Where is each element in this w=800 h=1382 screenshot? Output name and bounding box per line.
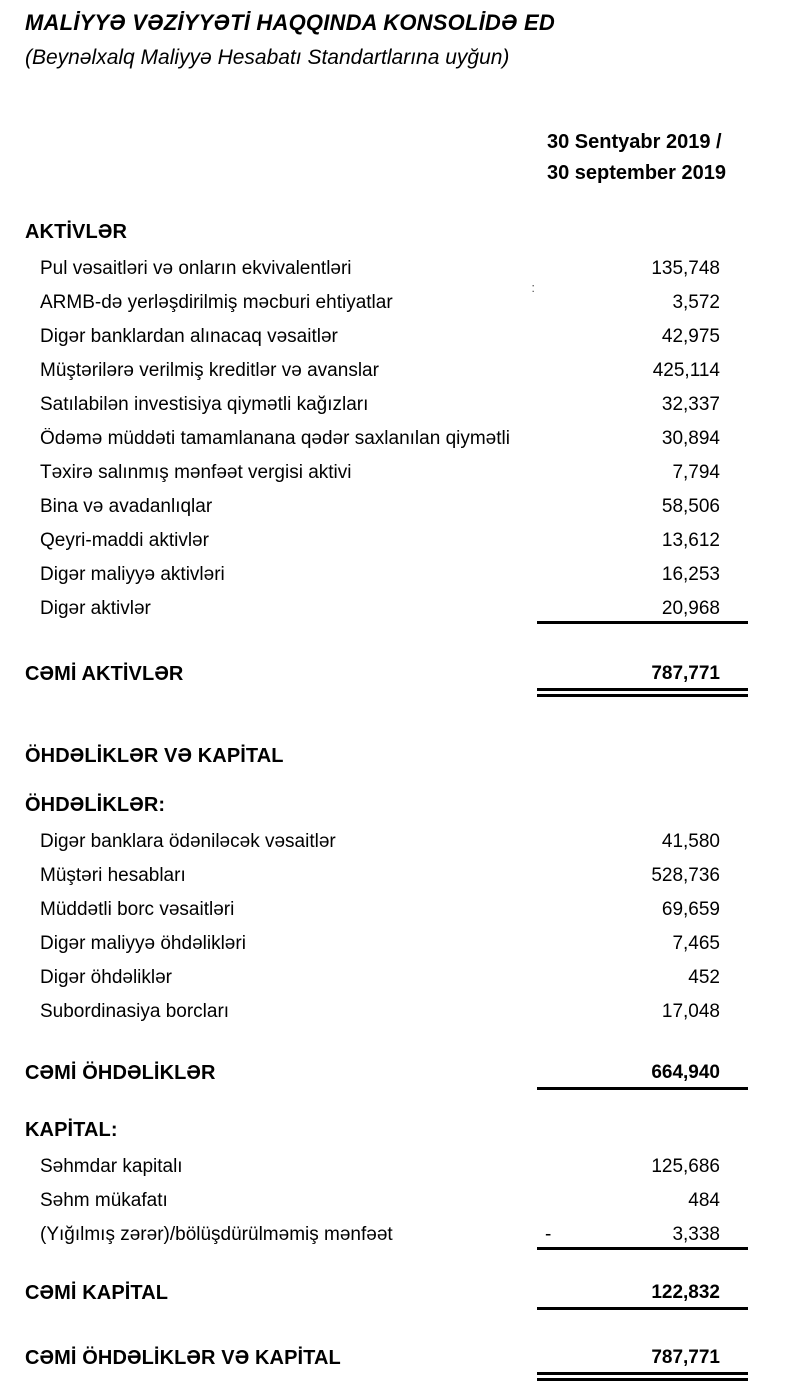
- statement-sections: [25, 218, 748, 1381]
- item-amount-value: 7,465: [672, 933, 720, 954]
- item-amount: [537, 394, 748, 416]
- line-item-row: [25, 320, 748, 354]
- line-item-row: [25, 558, 748, 592]
- section-heading: KAPİTAL:: [25, 1119, 118, 1141]
- item-amount-value: 58,506: [661, 496, 720, 517]
- statement-section: [25, 1116, 748, 1310]
- total-row: [25, 658, 748, 690]
- item-amount-value: 41,580: [661, 831, 720, 852]
- statement-section: [25, 218, 748, 697]
- line-items: [25, 252, 748, 624]
- item-amount-value: 484: [688, 1190, 720, 1211]
- total-amount-value: 787,771: [651, 663, 720, 684]
- line-items: [25, 825, 748, 1029]
- line-item-row: [25, 252, 748, 286]
- total-row: [25, 1277, 748, 1309]
- total-amount-value: 122,832: [651, 1282, 720, 1303]
- statement-section: [25, 1342, 748, 1381]
- line-item-row: [25, 422, 748, 456]
- item-label: Qeyri-maddi aktivlər: [40, 530, 209, 551]
- total-label: CƏMİ KAPİTAL: [25, 1281, 169, 1304]
- statement-section: [25, 791, 748, 1090]
- item-label: Digər aktivlər: [40, 598, 151, 619]
- item-amount-value: 69,659: [661, 899, 720, 920]
- item-amount: [537, 496, 748, 518]
- item-amount-value: 20,968: [661, 598, 720, 619]
- total-amount-value: 787,771: [651, 1347, 720, 1368]
- line-item-row: [25, 490, 748, 524]
- item-amount: [537, 360, 748, 382]
- line-item-row: [25, 995, 748, 1029]
- item-amount: [537, 292, 748, 314]
- page-subtitle: (Beynəlxalq Maliyyə Hesabatı Standartlarına uyğun): [25, 46, 510, 69]
- item-label: Digər banklara ödəniləcək vəsaitlər: [40, 831, 336, 852]
- item-amount: [537, 967, 748, 989]
- item-amount: [537, 865, 748, 887]
- item-amount-value: 16,253: [661, 564, 720, 585]
- line-item-row: [25, 354, 748, 388]
- item-amount: [537, 530, 748, 552]
- item-label: Ödəmə müddəti tamamlanana qədər saxlanılan qiymətli: [40, 428, 510, 449]
- line-item-row: [25, 893, 748, 927]
- line-item-row: [25, 859, 748, 893]
- item-amount-value: 17,048: [661, 1001, 720, 1022]
- item-amount-value: 452: [688, 967, 720, 988]
- item-label: Subordinasiya borcları: [40, 1001, 230, 1022]
- item-amount: [537, 1001, 748, 1023]
- line-item-row: [25, 1218, 748, 1252]
- section-heading: ÖHDƏLİKLƏR VƏ KAPİTAL: [25, 745, 284, 767]
- line-item-row: [25, 1150, 748, 1184]
- item-amount-value: 425,114: [652, 360, 720, 381]
- item-label: Digər maliyyə öhdəlikləri: [40, 933, 246, 954]
- minus-sign: -: [545, 1224, 552, 1245]
- total-row: [25, 1057, 748, 1089]
- line-item-row: [25, 592, 748, 626]
- item-label: Səhm mükafatı: [40, 1190, 168, 1211]
- item-amount: [537, 899, 748, 921]
- total-amount: [537, 663, 748, 685]
- page-title: MALİYYƏ VƏZİYYƏTİ HAQQINDA KONSOLİDƏ ED: [25, 10, 555, 35]
- total-amount: [537, 1062, 748, 1084]
- item-label: ARMB-də yerləşdirilmiş məcburi ehtiyatlar: [40, 292, 393, 313]
- item-amount: [537, 462, 748, 484]
- item-amount-value: 42,975: [661, 326, 720, 347]
- item-amount-value: 30,894: [661, 428, 720, 449]
- item-amount-value: 135,748: [651, 258, 720, 279]
- double-rule: [537, 1372, 748, 1381]
- period-line-1: 30 Sentyabr 2019 /: [547, 131, 722, 153]
- line-item-row: [25, 927, 748, 961]
- statement-section: [25, 742, 748, 770]
- total-row: [25, 1342, 748, 1374]
- line-item-row: [25, 825, 748, 859]
- item-amount: [537, 564, 748, 586]
- item-label: (Yığılmış zərər)/bölüşdürülməmiş mənfəət: [40, 1224, 393, 1245]
- line-item-row: [25, 456, 748, 490]
- total-label: CƏMİ AKTİVLƏR: [25, 662, 184, 685]
- item-amount: [537, 598, 748, 620]
- section-heading: AKTİVLƏR: [25, 221, 127, 243]
- item-label: Digər maliyyə aktivləri: [40, 564, 225, 585]
- item-amount-value: 13,612: [661, 530, 720, 551]
- item-amount: [537, 933, 748, 955]
- item-amount: [537, 326, 748, 348]
- item-amount: [537, 831, 748, 853]
- item-label: Digər banklardan alınacaq vəsaitlər: [40, 326, 338, 347]
- single-rule: [537, 1087, 748, 1090]
- period-line-2: 30 september 2019: [547, 162, 727, 184]
- line-item-row: [25, 961, 748, 995]
- period-header: [547, 127, 726, 189]
- item-label: Pul vəsaitləri və onların ekvivalentləri: [40, 258, 352, 279]
- line-item-row: [25, 280, 748, 320]
- item-amount: [537, 428, 748, 450]
- single-rule: [537, 1307, 748, 1310]
- item-amount-value: 7,794: [672, 462, 720, 483]
- double-rule: [537, 688, 748, 697]
- item-label: Satılabilən investisiya qiymətli kağızları: [40, 394, 369, 415]
- total-label: CƏMİ ÖHDƏLİKLƏR: [25, 1061, 216, 1084]
- total-label: CƏMİ ÖHDƏLİKLƏR VƏ KAPİTAL: [25, 1346, 341, 1369]
- item-amount: [537, 1190, 748, 1212]
- item-amount: [537, 1224, 748, 1246]
- total-amount: [537, 1347, 748, 1369]
- total-amount-value: 664,940: [651, 1062, 720, 1083]
- line-items: [25, 1150, 748, 1250]
- line-item-row: [25, 1184, 748, 1218]
- item-amount-value: 528,736: [651, 865, 720, 886]
- total-amount: [537, 1282, 748, 1304]
- section-heading: ÖHDƏLİKLƏR:: [25, 794, 166, 816]
- item-amount-value: 3,338: [672, 1224, 720, 1245]
- item-label: Bina və avadanlıqlar: [40, 496, 213, 517]
- item-amount-value: 3,572: [672, 292, 720, 313]
- line-item-row: [25, 524, 748, 558]
- line-item-row: [25, 388, 748, 422]
- item-amount: [537, 258, 748, 280]
- item-label: Təxirə salınmış mənfəət vergisi aktivi: [40, 462, 352, 483]
- item-label: Müştəri hesabları: [40, 865, 186, 886]
- item-label: Səhmdar kapitalı: [40, 1156, 183, 1177]
- item-amount-value: 32,337: [661, 394, 720, 415]
- item-label: Digər öhdəliklər: [40, 967, 173, 988]
- item-amount: [537, 1156, 748, 1178]
- item-label: Müddətli borc vəsaitləri: [40, 899, 235, 920]
- note-mark: :: [531, 280, 535, 295]
- item-amount-value: 125,686: [651, 1156, 720, 1177]
- item-label: Müştərilərə verilmiş kreditlər və avanslar: [40, 360, 379, 381]
